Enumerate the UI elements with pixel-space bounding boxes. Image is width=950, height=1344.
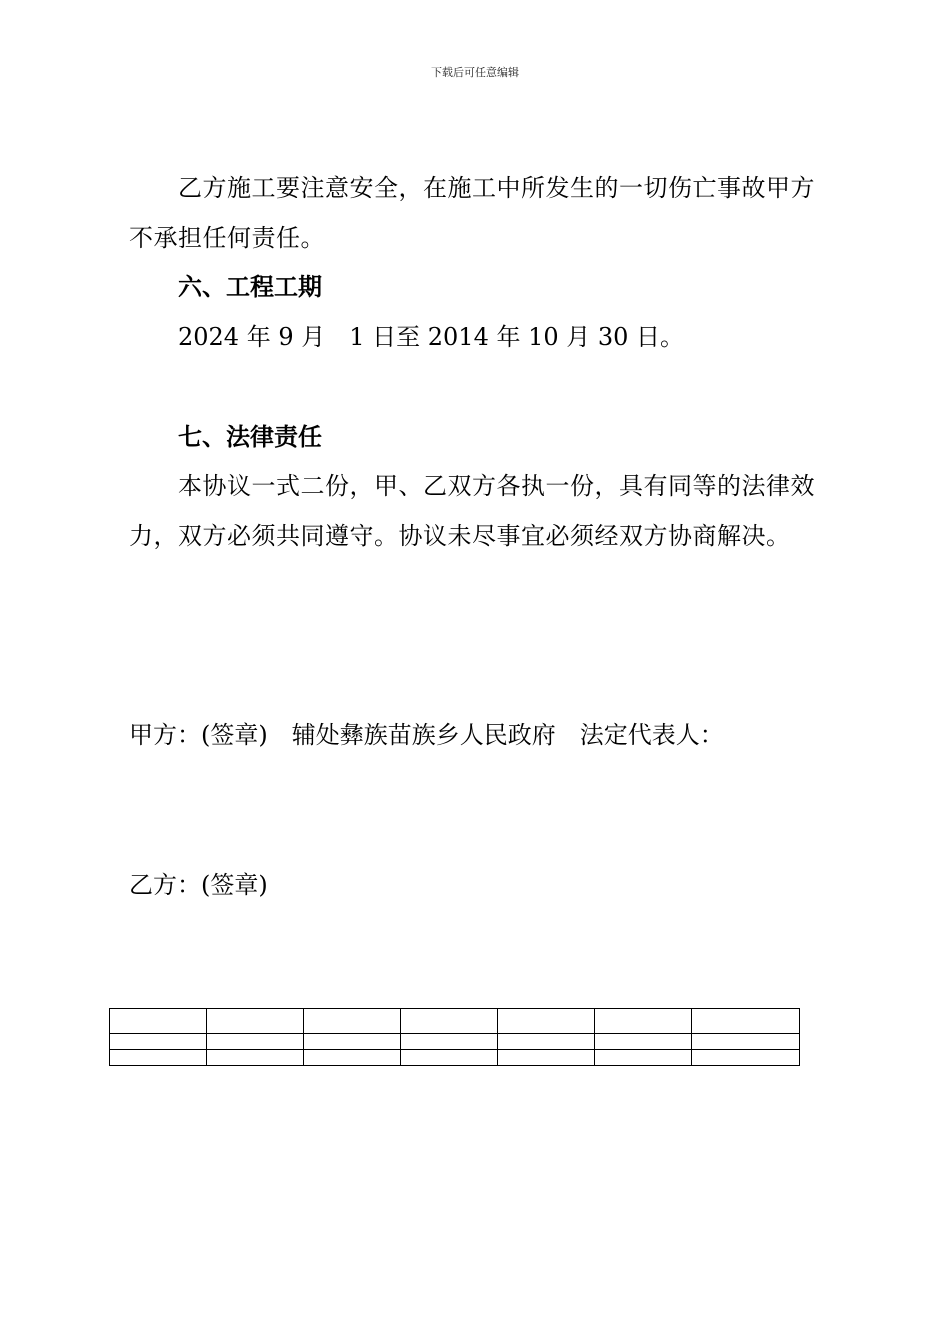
table-cell bbox=[110, 1050, 207, 1066]
safety-paragraph: 乙方施工要注意安全，在施工中所发生的一切伤亡事故甲方不承担任何责任。 bbox=[129, 174, 815, 252]
blank-form-table bbox=[109, 1008, 800, 1066]
table-cell bbox=[110, 1034, 207, 1050]
table-row bbox=[110, 1009, 800, 1034]
page-header-note: 下载后可任意编辑 bbox=[431, 66, 519, 79]
schedule-heading: 六、工程工期 bbox=[178, 272, 322, 301]
table-cell bbox=[304, 1050, 401, 1066]
table-cell bbox=[401, 1034, 498, 1050]
legal-paragraph: 本协议一式二份，甲、乙双方各执一份，具有同等的法律效力，双方必须共同遵守。协议未尽事宜必须经双方协商解决。 bbox=[129, 472, 815, 550]
table-cell bbox=[692, 1009, 800, 1034]
table-cell bbox=[401, 1050, 498, 1066]
table-cell bbox=[207, 1009, 304, 1034]
table-cell bbox=[110, 1009, 207, 1034]
table-cell bbox=[692, 1050, 800, 1066]
table-cell bbox=[595, 1009, 692, 1034]
table-cell bbox=[498, 1034, 595, 1050]
table-cell bbox=[304, 1034, 401, 1050]
table-cell bbox=[692, 1034, 800, 1050]
table-cell bbox=[401, 1009, 498, 1034]
table-cell bbox=[595, 1034, 692, 1050]
table-cell bbox=[498, 1009, 595, 1034]
table-row bbox=[110, 1034, 800, 1050]
table-cell bbox=[207, 1034, 304, 1050]
table-cell bbox=[304, 1009, 401, 1034]
table-row bbox=[110, 1050, 800, 1066]
party-b-signature-line: 乙方：(签章) bbox=[129, 871, 268, 899]
table-cell bbox=[595, 1050, 692, 1066]
party-a-signature-line: 甲方：(签章) 辅处彝族苗族乡人民政府 法定代表人： bbox=[129, 721, 724, 749]
table-cell bbox=[207, 1050, 304, 1066]
table-cell bbox=[498, 1050, 595, 1066]
legal-heading: 七、法律责任 bbox=[178, 422, 322, 451]
schedule-dates: 2024 年 9 月 1 日至 2014 年 10 月 30 日。 bbox=[178, 323, 685, 351]
